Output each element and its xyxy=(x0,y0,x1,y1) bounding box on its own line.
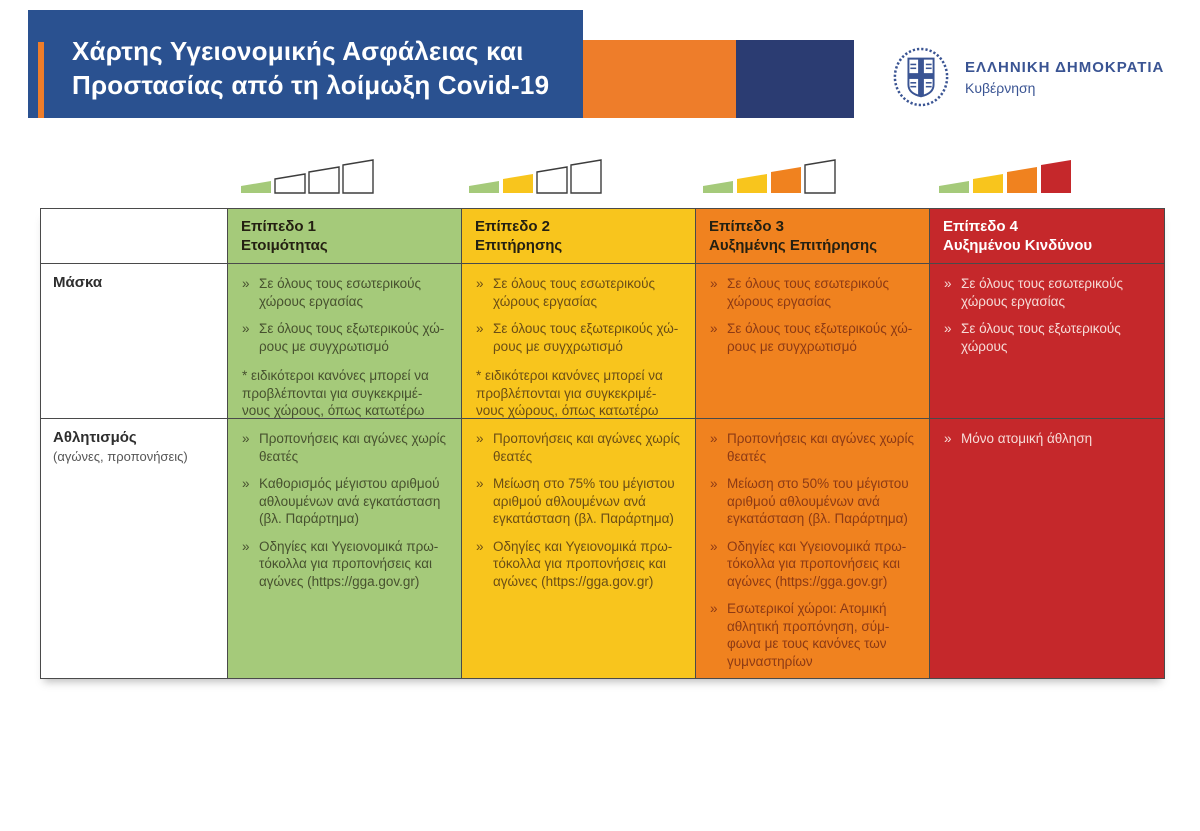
bullet-item: » Σε όλους τους εξωτερικούς χώ-ρους με συγχρωτισμό xyxy=(242,321,445,354)
bullet-marker: » xyxy=(710,476,718,491)
page-title xyxy=(72,34,549,102)
cell-sports-level-3 xyxy=(696,419,930,678)
bullet-item: » Μείωση στο 75% του μέγιστου αριθμού αθλουμένων ανά εγκατάσταση (βλ. Παράρτημα) xyxy=(476,476,675,526)
level-bar-2 xyxy=(503,174,533,193)
level-bar-3 xyxy=(1007,167,1037,193)
bullet-marker: » xyxy=(476,321,484,336)
footnote: * ειδικότεροι κανόνες μπορεί να προβλέπονται για συγκεκριμέ-νους χώρους, όπως κατωτέρω xyxy=(476,368,663,418)
bullet-item: » Οδηγίες και Υγειονομικά πρω-τόκολλα για προπονήσεις και αγώνες (https://gga.gov.gr) xyxy=(710,538,907,589)
page-title-line1: Χάρτης Υγειονομικής Ασφάλειας και xyxy=(72,36,524,66)
level-2-header: Επίπεδο 2 Επιτήρησης xyxy=(462,209,696,264)
row-label: Μάσκα xyxy=(53,274,103,291)
government-logo xyxy=(892,44,1164,110)
level-2-indicator xyxy=(469,160,601,193)
bullet-item: » Σε όλους τους εσωτερικούς χώρους εργασίας xyxy=(944,276,1124,309)
bullet-marker: » xyxy=(944,276,952,291)
bullet-item: » Σε όλους τους εσωτερικούς χώρους εργασίας xyxy=(476,276,656,309)
level-bar-1 xyxy=(469,181,499,193)
cell-sports-level-4 xyxy=(930,419,1164,678)
level-bar-1 xyxy=(241,181,271,193)
row-header-sports xyxy=(41,419,228,678)
bullet-item: » Οδηγίες και Υγειονομικά πρω-τόκολλα για προπονήσεις και αγώνες (https://gga.gov.gr) xyxy=(242,538,439,589)
government-name: ΕΛΛΗΝΙΚΗ ΔΗΜΟΚΡΑΤΙΑ xyxy=(965,58,1165,76)
level-1-indicator xyxy=(241,160,373,193)
bullet-marker: » xyxy=(242,321,250,336)
bullet-marker: » xyxy=(242,476,250,491)
level-bar-2 xyxy=(737,174,767,193)
bullet-item: » Σε όλους τους εξωτερικούς χώρους xyxy=(944,321,1121,354)
bullet-marker: » xyxy=(476,476,484,491)
cell-mask-level-1 xyxy=(228,264,462,419)
levels-table xyxy=(40,208,1165,679)
bullet-marker: » xyxy=(710,538,718,554)
bullet-marker: » xyxy=(476,431,484,446)
bullet-marker: » xyxy=(710,276,718,291)
bullet-marker: » xyxy=(710,601,718,616)
row-header-mask xyxy=(41,264,228,419)
bullet-item: » Προπονήσεις και αγώνες χωρίς θεατές xyxy=(710,431,914,464)
cell-mask-level-3 xyxy=(696,264,930,419)
level-bar-2 xyxy=(973,174,1003,193)
title-banner xyxy=(28,10,583,118)
cell-sports-level-2 xyxy=(462,419,696,678)
level-bar-1 xyxy=(703,181,733,193)
cell-mask-level-4 xyxy=(930,264,1164,419)
bullet-item: » Προπονήσεις και αγώνες χωρίς θεατές xyxy=(242,431,446,464)
bullet-marker: » xyxy=(242,431,250,446)
level-3-indicator xyxy=(703,160,835,193)
banner-accent-bar xyxy=(38,42,44,118)
page-title-line2: Προστασίας από τη λοίμωξη Covid-19 xyxy=(72,70,550,100)
level-bar-1 xyxy=(939,181,969,193)
row-sublabel: (αγώνες, προπονήσεις) xyxy=(53,449,188,464)
cell-mask-level-2 xyxy=(462,264,696,419)
level-4-header: Επίπεδο 4 Αυξημένου Κινδύνου xyxy=(930,209,1164,264)
bullet-item: » Σε όλους τους εσωτερικούς χώρους εργασίας xyxy=(710,276,890,309)
level-bar-4 xyxy=(571,160,601,193)
table-corner-cell xyxy=(41,209,228,264)
bullet-marker: » xyxy=(944,431,952,446)
level-3-header: Επίπεδο 3 Αυξημένης Επιτήρησης xyxy=(696,209,930,264)
bullet-item: » Μείωση στο 50% του μέγιστου αριθμού αθλουμένων ανά εγκατάσταση (βλ. Παράρτημα) xyxy=(710,476,909,526)
footnote: * ειδικότεροι κανόνες μπορεί να προβλέπονται για συγκεκριμέ-νους χώρους, όπως κατωτέρω xyxy=(242,368,429,418)
bullet-item: » Σε όλους τους εξωτερικούς χώ-ρους με συγχρωτισμό xyxy=(476,321,679,354)
bullet-marker: » xyxy=(944,321,952,336)
level-bar-3 xyxy=(309,167,339,193)
bullet-item: » Μόνο ατομική άθληση xyxy=(944,431,1093,446)
bullet-marker: » xyxy=(710,321,718,336)
row-label: Αθλητισμός xyxy=(53,429,137,446)
level-bar-2 xyxy=(275,174,305,193)
decor-orange-block xyxy=(583,40,736,118)
bullet-marker: » xyxy=(710,431,718,446)
bullet-marker: » xyxy=(476,538,484,554)
bullet-item: » Καθορισμός μέγιστου αριθμού αθλουμένων ανά εγκατάσταση (βλ. Παράρτημα) xyxy=(242,476,441,526)
decor-navy-block xyxy=(736,40,854,118)
level-bar-3 xyxy=(537,167,567,193)
government-text xyxy=(965,59,1164,96)
level-bar-4 xyxy=(1041,160,1071,193)
level-4-indicator xyxy=(939,160,1071,193)
bullet-item: » Σε όλους τους εξωτερικούς χώ-ρους με συγχρωτισμό xyxy=(710,321,913,354)
bullet-item: » Σε όλους τους εσωτερικούς χώρους εργασίας xyxy=(242,276,422,309)
bullet-marker: » xyxy=(242,538,250,554)
bullet-marker: » xyxy=(476,276,484,291)
bullet-item: » Οδηγίες και Υγειονομικά πρω-τόκολλα για προπονήσεις και αγώνες (https://gga.gov.gr) xyxy=(476,538,673,589)
cell-sports-level-1 xyxy=(228,419,462,678)
government-subtitle: Κυβέρνηση xyxy=(965,79,1036,96)
level-bar-3 xyxy=(771,167,801,193)
bullet-marker: » xyxy=(242,276,250,291)
greek-emblem-icon xyxy=(892,46,950,108)
level-1-header: Επίπεδο 1 Ετοιμότητας xyxy=(228,209,462,264)
bullet-item: » Προπονήσεις και αγώνες χωρίς θεατές xyxy=(476,431,680,464)
bullet-item: » Εσωτερικοί χώροι: Ατομική αθλητική προπόνηση, σύμ-φωνα με τους κανόνες των γυμναστηρίων xyxy=(710,601,890,669)
level-bar-4 xyxy=(805,160,835,193)
level-bar-4 xyxy=(343,160,373,193)
